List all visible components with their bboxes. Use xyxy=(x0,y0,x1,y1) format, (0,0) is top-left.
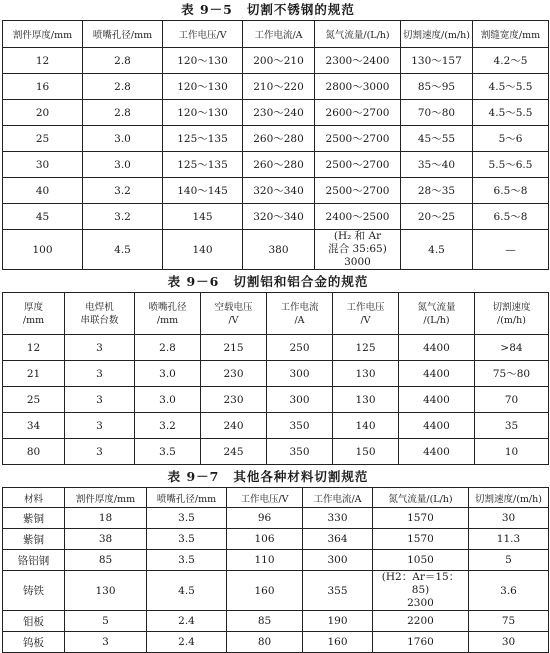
table-cell: 45～55 xyxy=(401,126,473,152)
table-cell: 245 xyxy=(201,439,267,465)
table-cell: 120～130 xyxy=(163,100,243,126)
table-row xyxy=(3,529,549,550)
table-cell: 5 xyxy=(469,550,549,571)
table-row xyxy=(3,204,549,230)
table-cell: 2500～2700 xyxy=(315,178,401,204)
table-cell: 16 xyxy=(3,74,83,100)
header-row xyxy=(3,488,549,508)
table-cell: 3 xyxy=(65,335,135,361)
table-cell: 3.5 xyxy=(135,439,201,465)
table-row xyxy=(3,439,549,465)
column-header: 工作电流 /A xyxy=(267,293,333,335)
table-cell: 130 xyxy=(333,361,399,387)
table-cell: 28～35 xyxy=(401,178,473,204)
table-cell: 260～280 xyxy=(243,152,315,178)
table-cell: 85 xyxy=(227,611,303,632)
table-cell: 320～340 xyxy=(243,204,315,230)
column-header: 氮气流量 /(L/h) xyxy=(399,293,475,335)
table-cell: 300 xyxy=(267,361,333,387)
table-cell: 85 xyxy=(65,550,147,571)
table-cell: 200～210 xyxy=(243,48,315,74)
table-cell: 3 xyxy=(65,361,135,387)
table-cell: (H₂ 和 Ar 混合 35:65) 3000 xyxy=(315,230,401,270)
table-cell: 190 xyxy=(303,611,373,632)
table-cell: 1050 xyxy=(373,550,469,571)
column-header: 喷嘴孔径/mm xyxy=(147,488,227,508)
table-row xyxy=(3,550,549,571)
table-row xyxy=(3,126,549,152)
table-row xyxy=(3,178,549,204)
table-cell: 4.5 xyxy=(83,230,163,270)
table-cell: 260～280 xyxy=(243,126,315,152)
table-cell: 3.0 xyxy=(135,387,201,413)
table-cell: 铬铝钢 xyxy=(3,550,65,571)
table-cell: 2.8 xyxy=(83,74,163,100)
column-header: 割件厚度/mm xyxy=(65,488,147,508)
column-header: 氮气流量/(L/h) xyxy=(315,21,401,48)
table-cell: 300 xyxy=(267,387,333,413)
table-cell: 130 xyxy=(65,571,147,611)
table-cell: 11.3 xyxy=(469,529,549,550)
table-cell: 4400 xyxy=(399,439,475,465)
table-cell: 2200 xyxy=(373,611,469,632)
table-cell: 21 xyxy=(3,361,65,387)
column-header: 氮气流量/(L/h) xyxy=(373,488,469,508)
table-cell: 145 xyxy=(163,204,243,230)
table-cell: 75 xyxy=(469,611,549,632)
table-row xyxy=(3,74,549,100)
table-cell: 2.4 xyxy=(147,632,227,653)
table-cell: 3.2 xyxy=(135,413,201,439)
table-cell: 4.2～5 xyxy=(473,48,549,74)
table-title: 切割铝和铝合金的规范 xyxy=(233,274,369,289)
table-cell: 2.4 xyxy=(147,611,227,632)
table-cell: 70 xyxy=(475,387,549,413)
table-cell: 紫铜 xyxy=(3,529,65,550)
table-cell: 364 xyxy=(303,529,373,550)
table-cell: 5.5～6.5 xyxy=(473,152,549,178)
column-header: 割缝宽度/mm xyxy=(473,21,549,48)
table-cell: 4400 xyxy=(399,387,475,413)
table-cell: 2500～2700 xyxy=(315,152,401,178)
table-cell: 130 xyxy=(333,387,399,413)
table-cell: 4.5 xyxy=(401,230,473,270)
table-cell: 80 xyxy=(227,632,303,653)
table-row xyxy=(3,361,549,387)
table-cell: 1570 xyxy=(373,529,469,550)
table-cell: 1760 xyxy=(373,632,469,653)
column-header: 工作电压 /V xyxy=(333,293,399,335)
table-cell: 4400 xyxy=(399,335,475,361)
table-row xyxy=(3,230,549,270)
table-caption xyxy=(0,0,550,20)
table-cell: 4.5～5.5 xyxy=(473,100,549,126)
table-cell: 230～240 xyxy=(243,100,315,126)
header-row xyxy=(3,21,549,48)
table-cell: 75～80 xyxy=(475,361,549,387)
table-cell: 130～157 xyxy=(401,48,473,74)
table-cell: 320～340 xyxy=(243,178,315,204)
table-title: 其他各种材料切割规范 xyxy=(233,469,369,484)
table-cell: 3 xyxy=(65,413,135,439)
table-cell: 355 xyxy=(303,571,373,611)
table-cell: 380 xyxy=(243,230,315,270)
table-row xyxy=(3,48,549,74)
table-cell: 30 xyxy=(3,152,83,178)
table-cell: 215 xyxy=(201,335,267,361)
table-cell: 35 xyxy=(475,413,549,439)
table-cell: 3.5 xyxy=(147,529,227,550)
column-header: 割件厚度/mm xyxy=(3,21,83,48)
column-header: 喷嘴孔径/mm xyxy=(83,21,163,48)
table-cell: 34 xyxy=(3,413,65,439)
table-cell: 4.5 xyxy=(147,571,227,611)
column-header: 电焊机 串联台数 xyxy=(65,293,135,335)
table-cell: 25 xyxy=(3,126,83,152)
table-cell: 38 xyxy=(65,529,147,550)
table-cell: 125 xyxy=(333,335,399,361)
table-cell: 2800～3000 xyxy=(315,74,401,100)
table-cell: 2.8 xyxy=(135,335,201,361)
table-row xyxy=(3,571,549,611)
table-cell: 5～6 xyxy=(473,126,549,152)
table-cell: 3.2 xyxy=(83,178,163,204)
table-row xyxy=(3,632,549,653)
table-cell: 70～80 xyxy=(401,100,473,126)
table-cell: 3.0 xyxy=(83,152,163,178)
table-cell: 25 xyxy=(3,387,65,413)
stainless-steel-table xyxy=(2,20,549,270)
table-cell: 4400 xyxy=(399,361,475,387)
table-cell: >84 xyxy=(475,335,549,361)
table-cell: 2400～2500 xyxy=(315,204,401,230)
table-cell: 5 xyxy=(65,611,147,632)
column-header: 切割速度/(m/h) xyxy=(401,21,473,48)
table-cell: 3.6 xyxy=(469,571,549,611)
aluminum-table xyxy=(2,292,549,465)
table-cell: 1570 xyxy=(373,508,469,529)
column-header: 厚度 /mm xyxy=(3,293,65,335)
table-cell: 20～25 xyxy=(401,204,473,230)
table-number: 表 9－7 xyxy=(167,469,220,484)
table-cell: 125～135 xyxy=(163,126,243,152)
table-cell: 120～130 xyxy=(163,74,243,100)
table-cell: 3 xyxy=(65,387,135,413)
table-row xyxy=(3,387,549,413)
column-header: 工作电流/A xyxy=(303,488,373,508)
table-cell: 紫铜 xyxy=(3,508,65,529)
table-cell: 85～95 xyxy=(401,74,473,100)
table-cell: 300 xyxy=(303,550,373,571)
table-cell: 铸铁 xyxy=(3,571,65,611)
table-cell: 330 xyxy=(303,508,373,529)
table-cell: 350 xyxy=(267,439,333,465)
table-cell: 3.0 xyxy=(135,361,201,387)
table-cell: 230 xyxy=(201,361,267,387)
table-row xyxy=(3,611,549,632)
column-header: 喷嘴孔径 /mm xyxy=(135,293,201,335)
table-cell: 45 xyxy=(3,204,83,230)
table-cell: 30 xyxy=(469,508,549,529)
table-cell: 20 xyxy=(3,100,83,126)
table-cell: 140 xyxy=(163,230,243,270)
table-row xyxy=(3,335,549,361)
table-cell: (H2：Ar＝15：85) 2300 xyxy=(373,571,469,611)
table-cell: 125～135 xyxy=(163,152,243,178)
column-header: 工作电流/A xyxy=(243,21,315,48)
table-cell: 6.5～8 xyxy=(473,178,549,204)
table-cell: 4400 xyxy=(399,413,475,439)
table-cell: 160 xyxy=(227,571,303,611)
other-materials-table xyxy=(2,487,549,653)
table-cell: 3 xyxy=(65,439,135,465)
table-cell: 30 xyxy=(469,632,549,653)
table-row xyxy=(3,413,549,439)
column-header: 工作电压/V xyxy=(227,488,303,508)
table-row xyxy=(3,100,549,126)
table-number: 表 9－5 xyxy=(181,2,233,17)
table-cell: 106 xyxy=(227,529,303,550)
table-cell: 96 xyxy=(227,508,303,529)
table-row xyxy=(3,508,549,529)
table-cell: 110 xyxy=(227,550,303,571)
table-cell: 3.5 xyxy=(147,508,227,529)
table-cell: 3.5 xyxy=(147,550,227,571)
table-cell: 2600～2700 xyxy=(315,100,401,126)
column-header: 切割速度 /(m/h) xyxy=(475,293,549,335)
table-cell: 210～220 xyxy=(243,74,315,100)
table-cell: 150 xyxy=(333,439,399,465)
column-header: 工作电压/V xyxy=(163,21,243,48)
table-cell: — xyxy=(473,230,549,270)
table-cell: 240 xyxy=(201,413,267,439)
table-row xyxy=(3,152,549,178)
column-header: 材料 xyxy=(3,488,65,508)
table-cell: 12 xyxy=(3,48,83,74)
table-cell: 2.8 xyxy=(83,100,163,126)
table-cell: 10 xyxy=(475,439,549,465)
table-cell: 3 xyxy=(65,632,147,653)
table-cell: 18 xyxy=(65,508,147,529)
table-cell: 160 xyxy=(303,632,373,653)
table-number: 表 9－6 xyxy=(167,274,220,289)
header-row xyxy=(3,293,549,335)
table-cell: 100 xyxy=(3,230,83,270)
table-cell: 350 xyxy=(267,413,333,439)
table-caption xyxy=(0,272,550,292)
table-cell: 40 xyxy=(3,178,83,204)
table-cell: 4.5～5.5 xyxy=(473,74,549,100)
table-cell: 2.8 xyxy=(83,48,163,74)
table-cell: 2500～2700 xyxy=(315,126,401,152)
table-cell: 6.5～8 xyxy=(473,204,549,230)
table-cell: 250 xyxy=(267,335,333,361)
table-title: 切割不锈钢的规范 xyxy=(246,2,355,17)
table-cell: 钨板 xyxy=(3,632,65,653)
table-cell: 140～145 xyxy=(163,178,243,204)
column-header: 切割速度/(m/h) xyxy=(469,488,549,508)
table-cell: 12 xyxy=(3,335,65,361)
table-cell: 2300～2400 xyxy=(315,48,401,74)
table-cell: 35～40 xyxy=(401,152,473,178)
table-cell: 钼板 xyxy=(3,611,65,632)
table-cell: 3.2 xyxy=(83,204,163,230)
column-header: 空载电压 /V xyxy=(201,293,267,335)
table-cell: 140 xyxy=(333,413,399,439)
table-cell: 3.0 xyxy=(83,126,163,152)
table-cell: 230 xyxy=(201,387,267,413)
table-caption xyxy=(0,467,550,487)
table-cell: 120～130 xyxy=(163,48,243,74)
table-cell: 80 xyxy=(3,439,65,465)
